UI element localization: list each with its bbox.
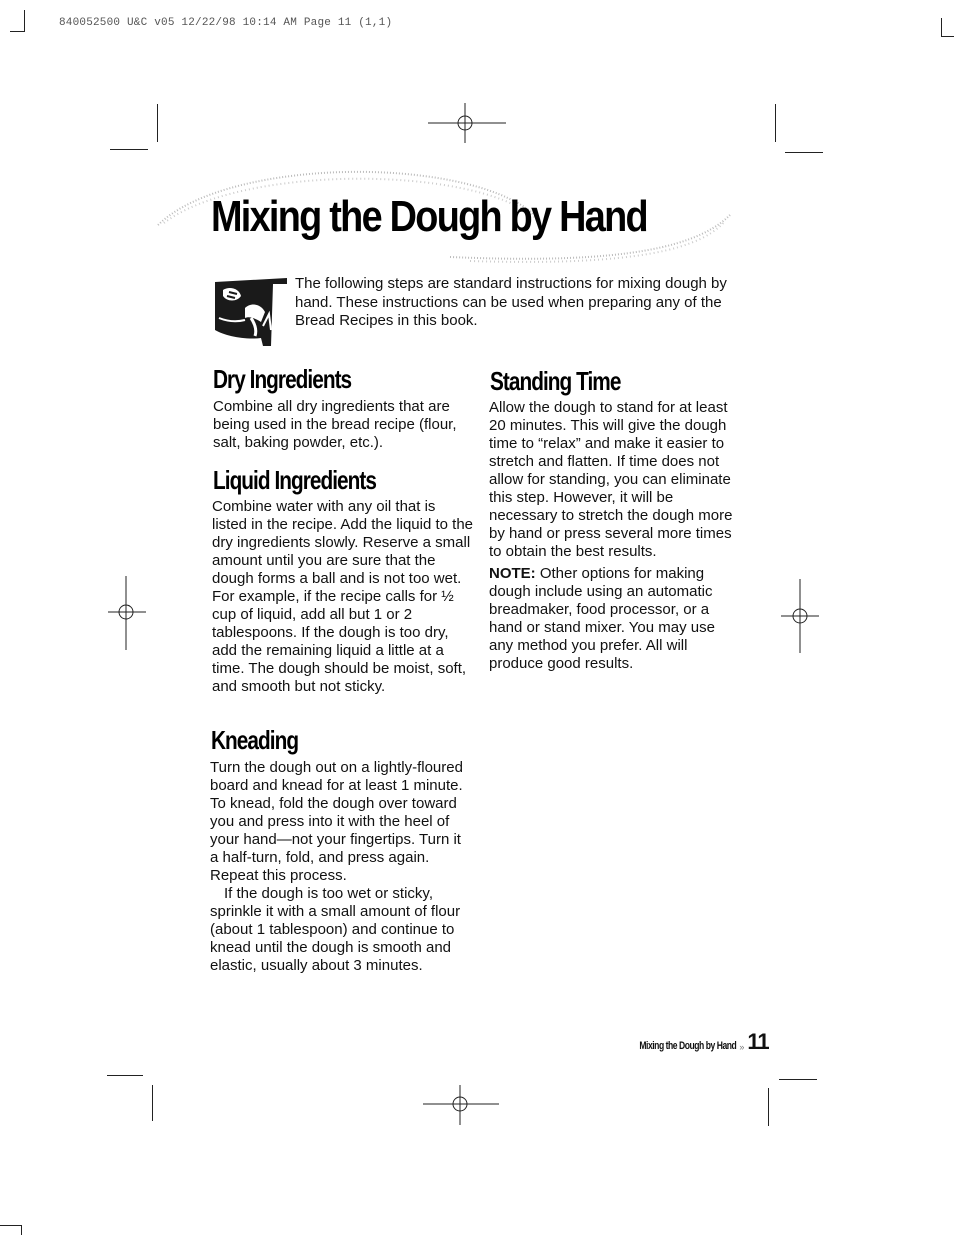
- registration-mark-top: [428, 103, 506, 143]
- crop-mark-bottom-left-v: [21, 1225, 22, 1235]
- section-heading-liquid-ingredients: Liquid Ingredients: [213, 465, 376, 495]
- crop-mark-top-right-h: [941, 36, 954, 37]
- trim-mark: [107, 1075, 143, 1076]
- paragraph: Combine all dry ingredients that are being used in the bread recipe (flour, salt, baking powder, etc.).: [213, 398, 457, 451]
- intro-text: The following steps are standard instructions for mixing dough by hand. These instructions can be used when preparing any of the Bread Recipes in this book.: [295, 275, 727, 329]
- registration-mark-right: [781, 579, 819, 653]
- trim-mark: [775, 104, 776, 142]
- section-heading-kneading: Kneading: [211, 725, 299, 755]
- crop-mark-top-left: [24, 10, 25, 32]
- registration-mark-left: [108, 576, 146, 650]
- page-footer: [612, 1029, 769, 1054]
- note-label: NOTE:: [489, 565, 536, 582]
- crop-mark-bottom-left: [0, 1225, 22, 1226]
- section-heading-dry-ingredients: Dry Ingredients: [213, 364, 352, 394]
- section-text-kneading: [210, 759, 472, 975]
- trim-mark: [152, 1085, 153, 1121]
- crop-mark-top-right: [941, 18, 942, 37]
- trim-mark: [768, 1088, 769, 1126]
- paragraph: Allow the dough to stand for at least 20 minutes. This will give the dough time to “relax” and make it easier to stretch and flatten. If time does not allow for standing, you can eliminate this step. However, it will be necessary to stretch the dough more by hand or press several more times to obtain the best results.: [489, 399, 733, 560]
- mixing-bowl-hand-icon: [215, 278, 287, 346]
- footer-title: Mixing the Dough by Hand: [639, 1040, 737, 1052]
- trim-mark: [779, 1079, 817, 1080]
- note-paragraph: [489, 565, 739, 673]
- trim-mark: [157, 104, 158, 142]
- paragraph: If the dough is too wet or sticky, sprinkle it with a small amount of flour (about 1 tablespoon) and continue to knead until the dough is smooth and elastic, usually about 3 minutes.: [210, 885, 461, 974]
- note-text: Other options for making dough include using an automatic breadmaker, food processor, or a hand or stand mixer. You may use any method you prefer. All will produce good results.: [489, 565, 715, 672]
- section-text-liquid-ingredients: [212, 498, 474, 696]
- section-text-standing-time: [489, 399, 739, 673]
- print-slug: 840052500 U&C v05 12/22/98 10:14 AM Page 11 (1,1): [59, 17, 393, 29]
- crop-mark-top-left-h: [10, 31, 25, 32]
- page-number: 11: [747, 1029, 769, 1054]
- paragraph: Combine water with any oil that is listed in the recipe. Add the liquid to the dry ingredients slowly. Reserve a small amount until you are sure that the dough forms a ball and is not too wet. For example, if the recipe calls for ½ cup of liquid, add all but 1 or 2 tablespoons. If the dough is too dry, add the remaining liquid a little at a time. The dough should be moist, soft, and smooth but not sticky.: [212, 498, 474, 695]
- section-heading-standing-time: Standing Time: [490, 366, 621, 396]
- section-text-dry-ingredients: [213, 398, 468, 452]
- page-title: Mixing the Dough by Hand: [211, 192, 647, 241]
- trim-mark: [110, 149, 148, 150]
- footer-separator: »: [739, 1042, 745, 1052]
- trim-mark: [785, 152, 823, 153]
- paragraph: Turn the dough out on a lightly-floured board and knead for at least 1 minute. To knead, fold the dough over toward you and press into it with the heel of your hand—not your fingertips. Turn it a half-turn, fold, and press again. Repeat this process.: [210, 759, 463, 884]
- registration-mark-bottom: [423, 1085, 499, 1125]
